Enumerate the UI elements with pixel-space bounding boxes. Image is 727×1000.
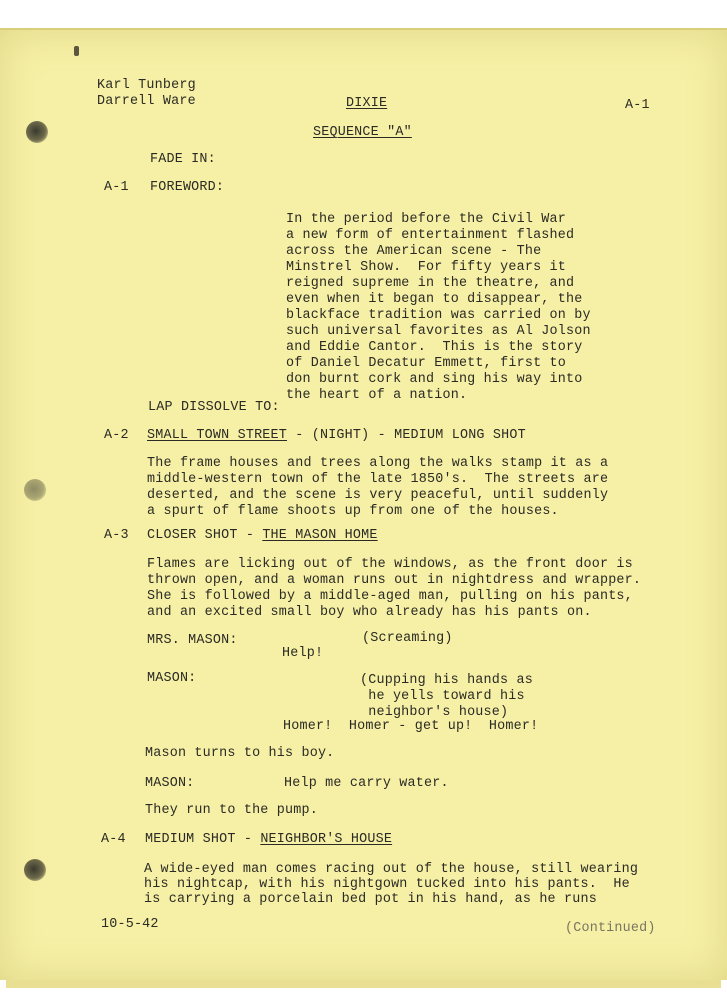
action-mason-turns: Mason turns to his boy. [145,746,335,761]
fade-in: FADE IN: [150,152,216,167]
dialogue-help: Help! [282,646,324,661]
scene-shot-a3: CLOSER SHOT - [147,528,263,543]
action-line: Flames are licking out of the windows, as the front door is [147,557,633,572]
scene-shot-a4: MEDIUM SHOT - [145,832,261,847]
dialogue-help-water: Help me carry water. [284,776,449,791]
action-line: The frame houses and trees along the walks stamp it as a [147,456,609,471]
action-run-to-pump: They run to the pump. [145,803,318,818]
action-line: She is followed by a middle-aged man, pulling on his pants, [147,589,633,604]
foreword-line: don burnt cork and sing his way into [286,372,583,387]
paper-mark [74,46,79,56]
scene-heading-rest-a2: - (NIGHT) - MEDIUM LONG SHOT [287,428,526,443]
foreword-line: such universal favorites as Al Jolson [286,324,591,339]
action-line: thrown open, and a woman runs out in nightdress and wrapper. [147,573,642,588]
character-mrs-mason: MRS. MASON: [147,633,238,648]
foreword-line: and Eddie Cantor. This is the story [286,340,583,355]
parenthetical-line: neighbor's house) [360,705,509,720]
foreword-line: of Daniel Decatur Emmett, first to [286,356,567,371]
author-2: Darrell Ware [97,94,196,109]
foreword-line: In the period before the Civil War [286,212,567,227]
parenthetical-line: he yells toward his [360,689,525,704]
scene-number-a4: A-4 [101,832,126,847]
action-line: A wide-eyed man comes racing out of the house, still wearing [144,862,639,877]
action-line: and an excited small boy who already has his pants on. [147,605,592,620]
action-line: his nightcap, with his nightgown tucked into his pants. He [144,877,630,892]
transition-lap-dissolve: LAP DISSOLVE TO: [148,400,280,415]
parenthetical-screaming: (Screaming) [362,631,453,646]
action-line: deserted, and the scene is very peaceful, until suddenly [147,488,609,503]
action-line: is carrying a porcelain bed pot in his hand, as he runs [144,892,597,907]
punch-hole-top [26,121,48,143]
scene-location-a4: NEIGHBOR'S HOUSE [260,832,393,847]
punch-hole-bottom [24,859,46,881]
punch-hole-middle [24,479,46,501]
action-line: a spurt of flame shoots up from one of the houses. [147,504,559,519]
scene-heading-a1: FOREWORD: [150,180,225,195]
dialogue-homer: Homer! Homer - get up! Homer! [283,719,539,734]
character-mason: MASON: [147,671,197,686]
parenthetical-line: (Cupping his hands as [360,673,533,688]
scene-heading-a3 [147,528,378,544]
scene-number-a1: A-1 [104,180,129,195]
scene-heading-a4 [145,832,392,848]
foreword-line: reigned supreme in the theatre, and [286,276,575,291]
sequence-heading: SEQUENCE "A" [313,125,412,140]
scene-heading-a2 [147,428,526,444]
scene-location-a2: SMALL TOWN STREET [147,428,288,443]
scene-number-a3: A-3 [104,528,129,543]
character-mason-2: MASON: [145,776,195,791]
script-title: DIXIE [346,96,388,111]
foreword-line: the heart of a nation. [286,388,468,403]
foreword-line: even when it began to disappear, the [286,292,583,307]
author-1: Karl Tunberg [97,78,196,93]
revision-date: 10-5-42 [101,917,159,932]
foreword-line: blackface tradition was carried on by [286,308,591,323]
foreword-line: across the American scene - The [286,244,542,259]
page-number: A-1 [625,98,650,113]
scene-number-a2: A-2 [104,428,129,443]
continued-marker: (Continued) [565,921,656,936]
foreword-line: a new form of entertainment flashed [286,228,575,243]
action-line: middle-western town of the late 1850's. The streets are [147,472,609,487]
scene-location-a3: THE MASON HOME [262,528,378,543]
foreword-line: Minstrel Show. For fifty years it [286,260,567,275]
